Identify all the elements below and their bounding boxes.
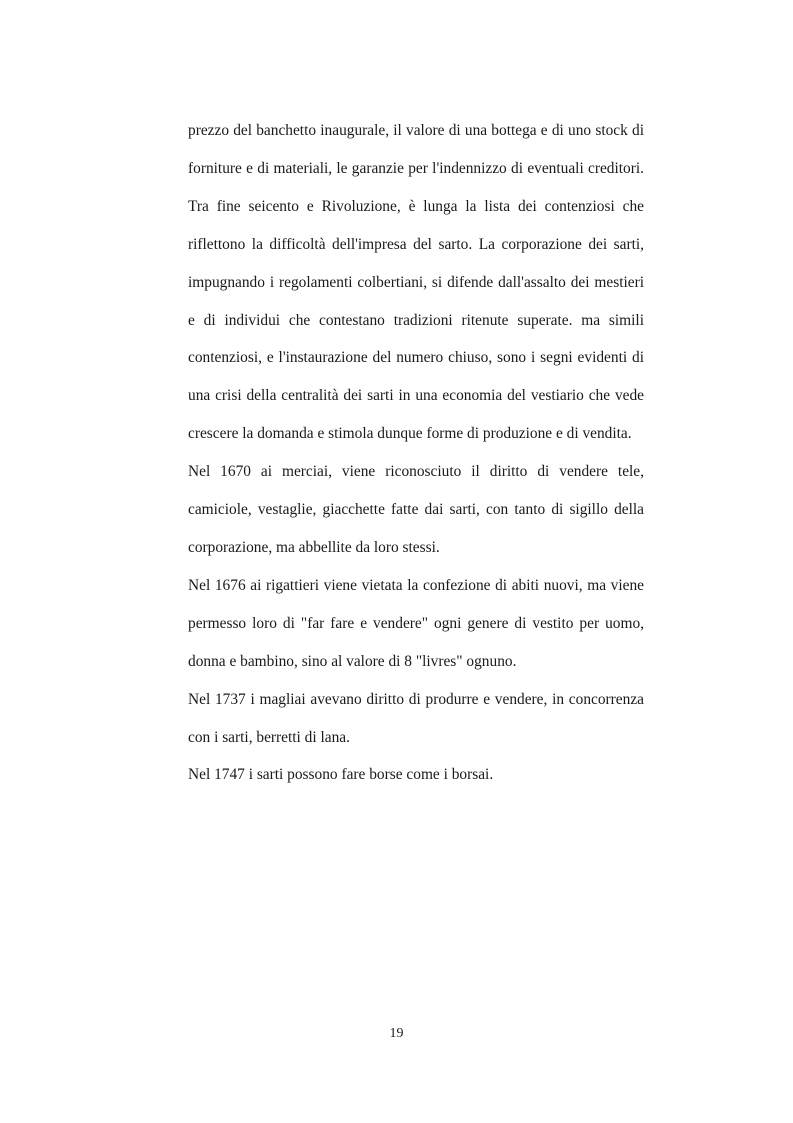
- paragraph: Nel 1670 ai merciai, viene riconosciuto il diritto di vendere tele, camiciole, vestaglie, giacchette fatte dai sarti, con tanto di sigillo della corporazione, ma abbellite da loro stessi.: [188, 463, 644, 556]
- page-number: 19: [389, 1026, 404, 1041]
- paragraph: Nel 1676 ai rigattieri viene vietata la confezione di abiti nuovi, ma viene permesso loro di "far fare e vendere" ogni genere di vestito per uomo, donna e bambino, sino al valore di 8 "livres" ognuno.: [188, 576, 644, 670]
- paragraph: Nel 1737 i magliai avevano diritto di produrre e vendere, in concorrenza con i sarti, berretti di lana.: [188, 690, 644, 746]
- paragraph: Nel 1747 i sarti possono fare borse come i borsai.: [188, 766, 494, 784]
- body-text: [188, 112, 644, 794]
- paragraph: prezzo del banchetto inaugurale, il valore di una bottega e di uno stock di forniture e di materiali, le garanzie per l'indennizzo di eventuali creditori. Tra fine seicento e Rivoluzione, è lunga la lista dei contenziosi che riflettono la difficoltà dell'impresa del sarto. La corporazione dei sarti, impugnando i regolamenti colbertiani, si difende dall'assalto dei mestieri e di individui che contestano tradizioni ritenute superate. ma simili contenziosi, e l'instaurazione del numero chiuso, sono i segni evidenti di una crisi della centralità dei sarti in una economia del vestiario che vede crescere la domanda e stimola dunque forme di produzione e di vendita.: [188, 122, 644, 443]
